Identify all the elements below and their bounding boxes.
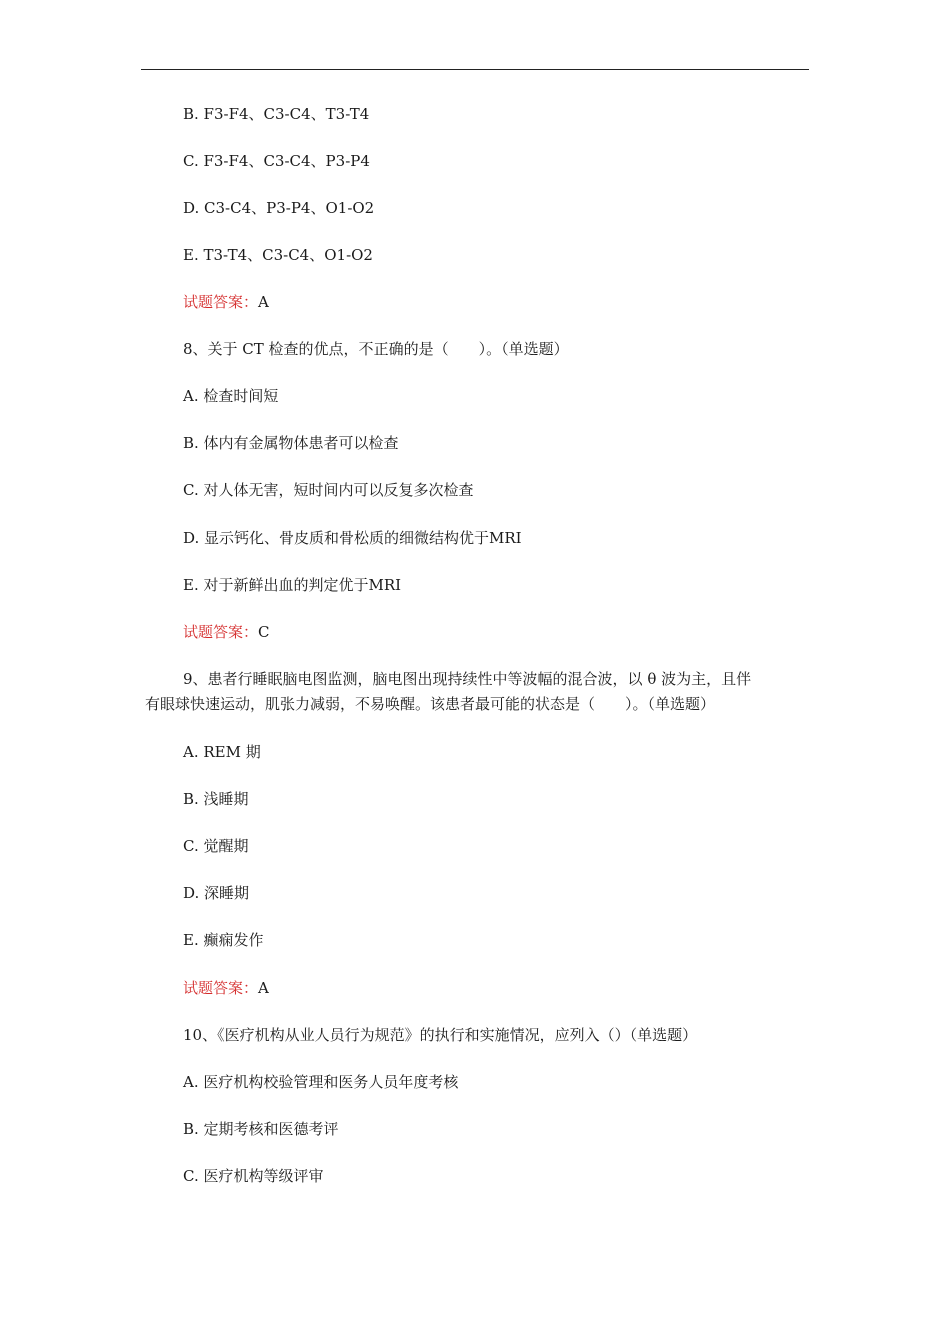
q8-option-c: C. 对人体无害，短时间内可以反复多次检查 bbox=[183, 481, 474, 499]
question-10-text: 10、《医疗机构从业人员行为规范》的执行和实施情况，应列入（）（单选题） bbox=[183, 1026, 698, 1044]
q9-option-e: E. 癫痫发作 bbox=[183, 931, 264, 949]
q8-answer-line bbox=[183, 622, 270, 642]
q8-option-b: B. 体内有金属物体患者可以检查 bbox=[183, 434, 399, 452]
q8-option-d: D. 显示钙化、骨皮质和骨松质的细微结构优于MRI bbox=[183, 529, 522, 547]
q8-option-a: A. 检查时间短 bbox=[183, 387, 279, 405]
answer-value: A bbox=[258, 293, 269, 311]
option-d: D. C3-C4、P3-P4、O1-O2 bbox=[183, 199, 375, 217]
question-9-line-2: 有眼球快速运动，肌张力减弱，不易唤醒。该患者最可能的状态是（ ）。（单选题） bbox=[145, 695, 716, 713]
q9-option-b: B. 浅睡期 bbox=[183, 790, 249, 808]
answer-label: 试题答案： bbox=[183, 623, 259, 641]
q9-answer-line bbox=[183, 978, 269, 998]
answer-line bbox=[183, 292, 269, 312]
question-8-text: 8、关于 CT 检查的优点，不正确的是（ ）。（单选题） bbox=[183, 340, 569, 358]
answer-value: C bbox=[258, 623, 270, 641]
answer-label: 试题答案： bbox=[183, 293, 259, 311]
q9-option-c: C. 觉醒期 bbox=[183, 837, 249, 855]
q10-option-a: A. 医疗机构校验管理和医务人员年度考核 bbox=[183, 1073, 459, 1091]
q9-option-a: A. REM 期 bbox=[183, 743, 261, 761]
option-e: E. T3-T4、C3-C4、O1-O2 bbox=[183, 246, 373, 264]
q8-option-e: E. 对于新鲜出血的判定优于MRI bbox=[183, 576, 402, 594]
question-9-text bbox=[145, 667, 815, 717]
option-c: C. F3-F4、C3-C4、P3-P4 bbox=[183, 152, 370, 170]
option-b: B. F3-F4、C3-C4、T3-T4 bbox=[183, 105, 370, 123]
q10-option-b: B. 定期考核和医德考评 bbox=[183, 1120, 339, 1138]
answer-value: A bbox=[258, 979, 269, 997]
q9-option-d: D. 深睡期 bbox=[183, 884, 250, 902]
answer-label: 试题答案： bbox=[183, 979, 259, 997]
question-9-line-1: 9、患者行睡眠脑电图监测，脑电图出现持续性中等波幅的混合波，以 θ 波为主，且伴 bbox=[183, 670, 752, 688]
header-rule bbox=[141, 69, 809, 70]
q10-option-c: C. 医疗机构等级评审 bbox=[183, 1167, 324, 1185]
